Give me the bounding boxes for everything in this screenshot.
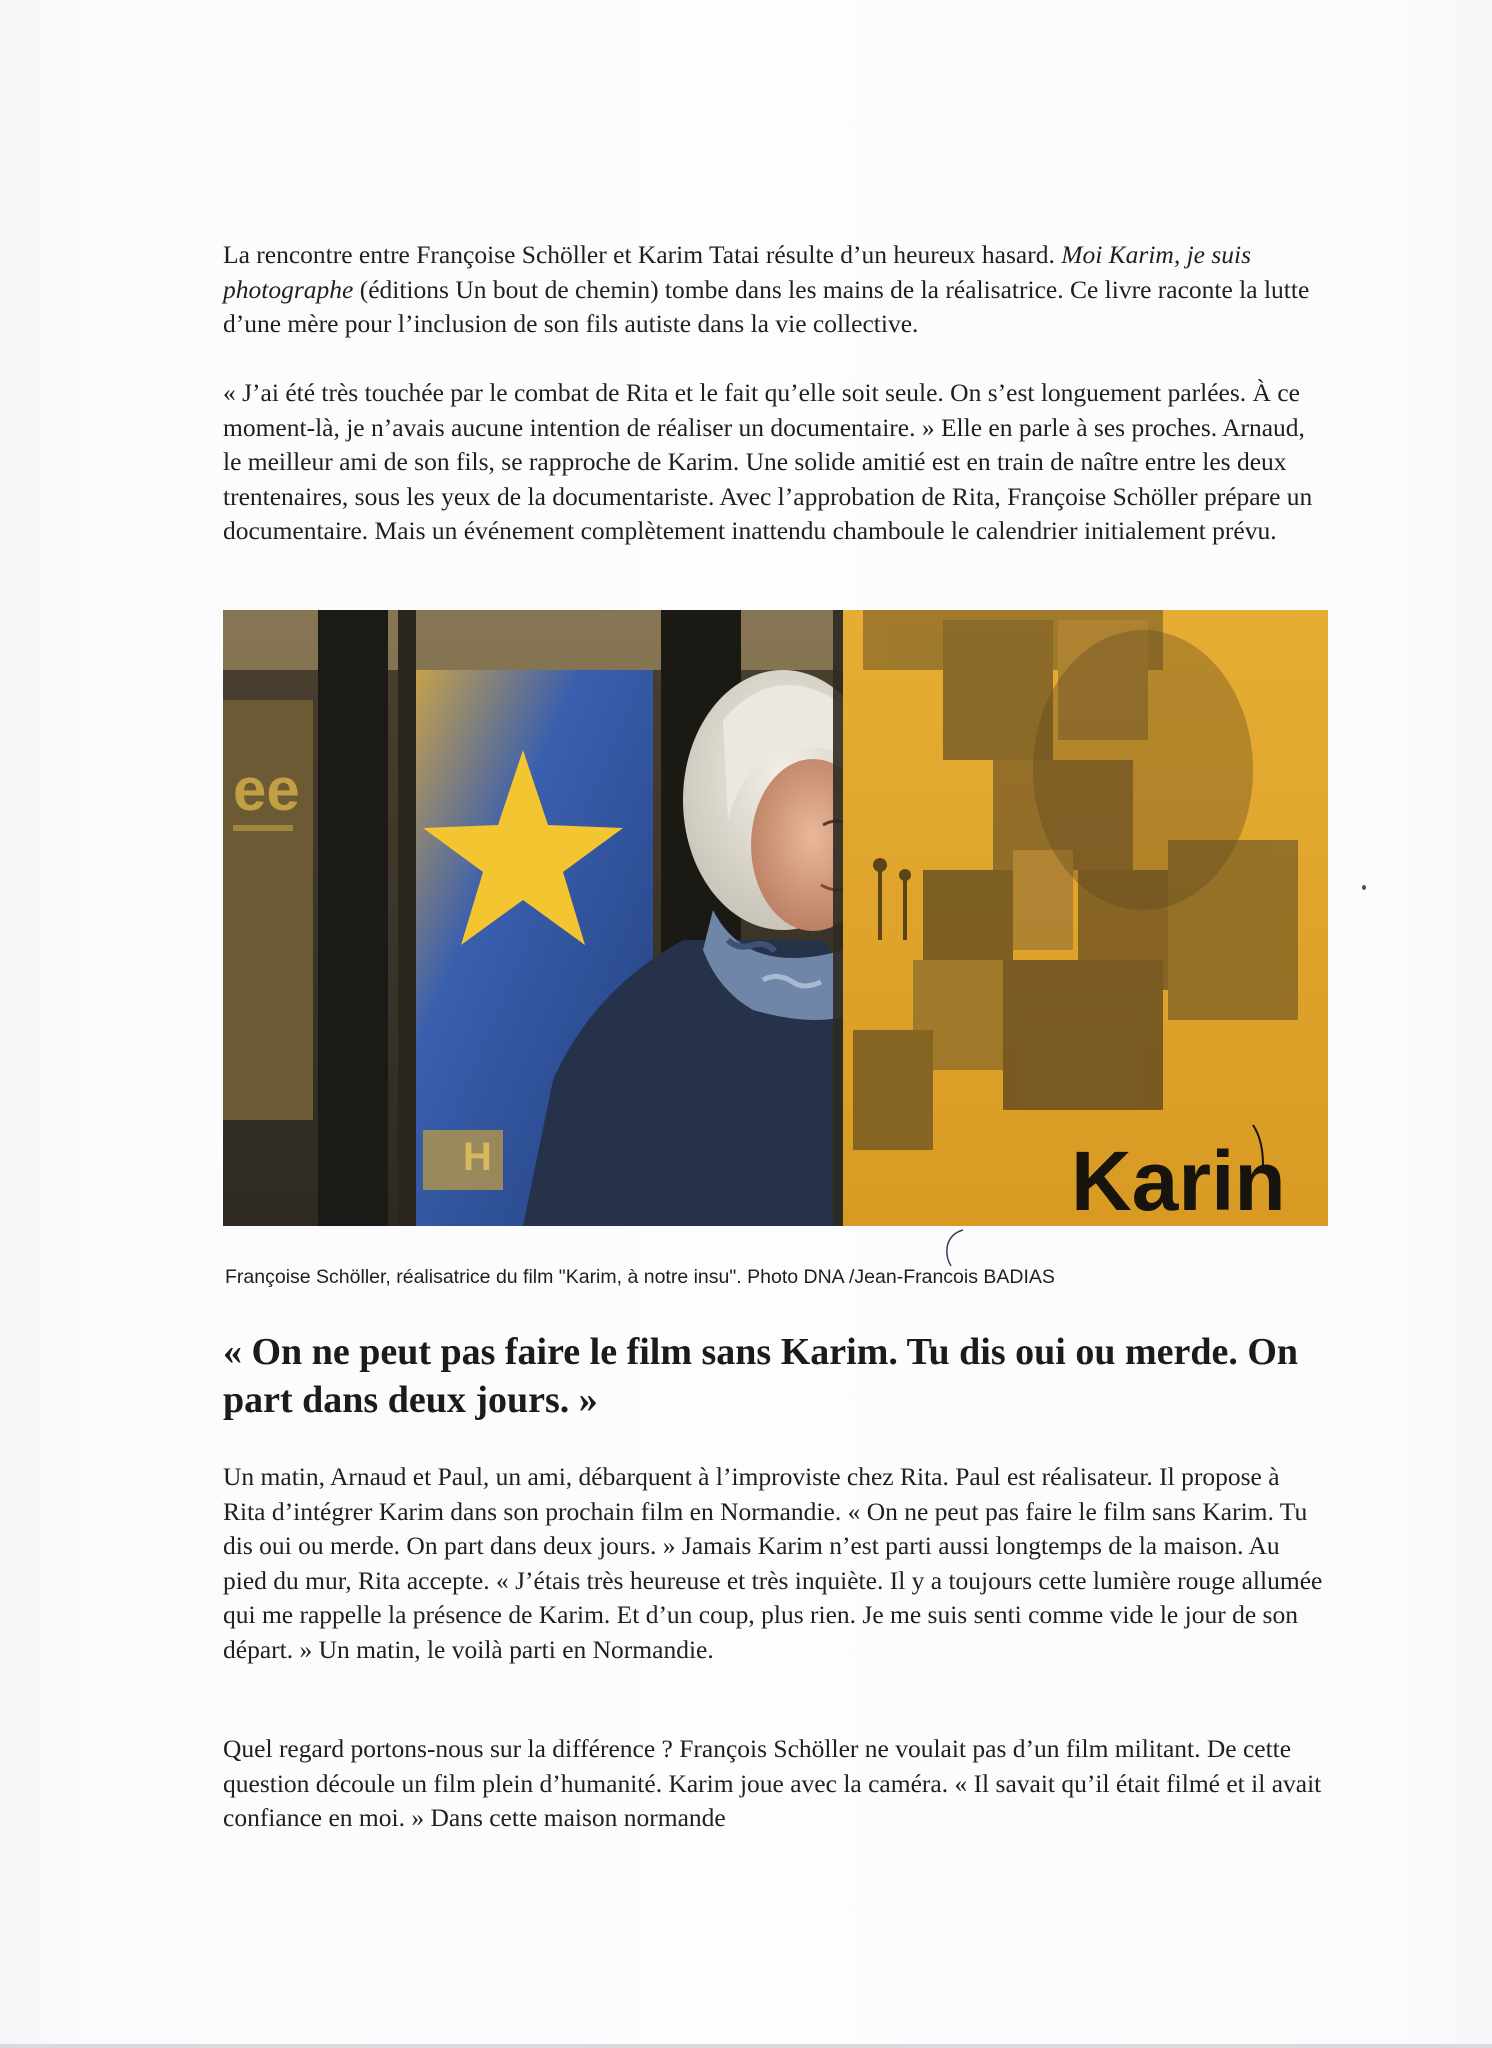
svg-text:H: H (463, 1135, 492, 1179)
poster-title: Karin (1071, 1134, 1286, 1226)
pull-quote: « On ne peut pas faire le film sans Karim. Tu dis oui ou merde. On part dans deux jours. » (223, 1331, 1299, 1421)
paragraph-difference: Quel regard portons-nous sur la différence ? François Schöller ne voulait pas d’un film militant. De cette question découle un film plein d’humanité. Karim joue avec la caméra. « Il savait qu’il était filmé et il avait confiance en moi. » Dans cette maison normande (223, 1734, 1322, 1832)
paragraph-intro (223, 238, 1328, 342)
article-photo (223, 610, 1328, 1226)
ink-speck (1362, 885, 1366, 890)
photo-caption: Françoise Schöller, réalisatrice du film "Karim, à notre insu". Photo DNA /Jean-Francois BADIAS (225, 1266, 1055, 1288)
paragraph-intro-text-a: La rencontre entre Françoise Schöller et Karim Tatai résulte d’un heureux hasard. (223, 240, 1062, 269)
paragraph-quote-rita: « J’ai été très touchée par le combat de Rita et le fait qu’elle soit seule. On s’est longuement parlées. À ce moment-là, je n’avais aucune intention de réaliser un documentaire. » Elle en parle à ses proches. Arnaud, le meilleur ami de son fils, se rapproche de Karim. Une solide amitié est en train de naître entre les deux trentenaires, sous les yeux de la documentariste. Avec l’approbation de Rita, Françoise Schöller prépare un documentaire. Mais un événement complètement inattendu chamboule le calendrier initialement prévu. (223, 378, 1313, 545)
svg-text:ee: ee (233, 756, 300, 823)
pen-mark (941, 1228, 971, 1268)
book-title: Moi Karim, je suis photographe (223, 240, 1252, 304)
paragraph-departure: Un matin, Arnaud et Paul, un ami, débarquent à l’improviste chez Rita. Paul est réalisateur. Il propose à Rita d’intégrer Karim dans son prochain film en Normandie. « On ne peut pas faire le film sans Karim. Tu dis oui ou merde. On part dans deux jours. » Jamais Karim n’est parti aussi longtemps de la maison. Au pied du mur, Rita accepte. « J’étais très heureuse et très inquiète. Il y a toujours cette lumière rouge allumée qui me rappelle la présence de Karim. Et d’un coup, plus rien. Je me suis senti comme vide le jour de son départ. » Un matin, le voilà parti en Normandie. (223, 1462, 1323, 1664)
page-bottom-edge (0, 2044, 1492, 2048)
paragraph-intro-text-b: (éditions Un bout de chemin) tombe dans les mains de la réalisatrice. Ce livre raconte la lutte d’une mère pour l’inclusion de son fils autiste dans la vie collective. (223, 274, 1310, 338)
photo-illustration (223, 610, 1328, 1226)
